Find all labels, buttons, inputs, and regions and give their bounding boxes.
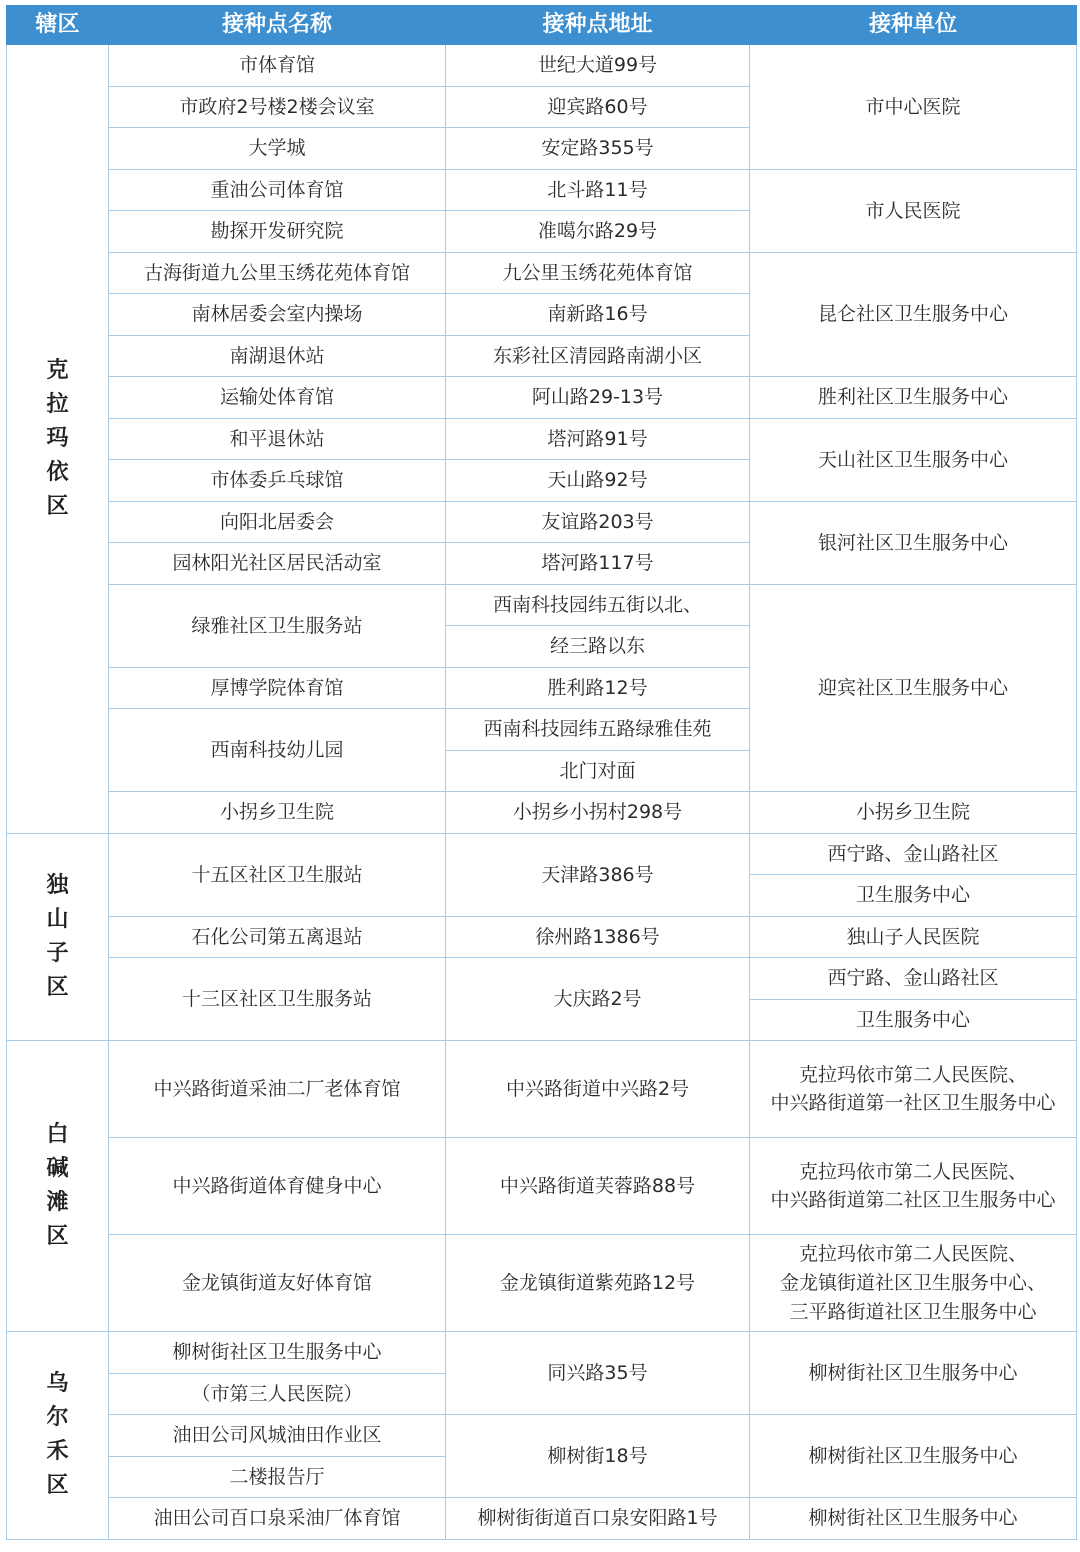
- site-name: 十三区社区卫生服务站: [109, 958, 446, 1041]
- table-row: [7, 1138, 1077, 1235]
- table-row: [7, 1415, 1077, 1457]
- site-name: 十五区社区卫生服站: [109, 833, 446, 916]
- site-name: 园林阳光社区居民活动室: [109, 543, 446, 585]
- site-name: （市第三人民医院）: [109, 1373, 446, 1415]
- site-address: 金龙镇街道紫苑路12号: [446, 1235, 750, 1332]
- vaccination-unit: 克拉玛依市第二人民医院、 中兴路街道第二社区卫生服务中心: [750, 1138, 1077, 1235]
- header-site-name: 接种点名称: [109, 6, 446, 45]
- vaccination-unit: 独山子人民医院: [750, 916, 1077, 958]
- district-cell: 白碱滩区: [7, 1041, 109, 1332]
- site-name: 大学城: [109, 128, 446, 170]
- site-name: 厚博学院体育馆: [109, 667, 446, 709]
- site-address: 胜利路12号: [446, 667, 750, 709]
- site-address: 大庆路2号: [446, 958, 750, 1041]
- site-address: 安定路355号: [446, 128, 750, 170]
- site-address: 柳树街18号: [446, 1415, 750, 1498]
- district-cell: 克拉玛依区: [7, 45, 109, 834]
- vaccination-unit: 小拐乡卫生院: [750, 792, 1077, 834]
- site-name: 市体育馆: [109, 45, 446, 87]
- site-name: 南湖退休站: [109, 335, 446, 377]
- site-address: 塔河路91号: [446, 418, 750, 460]
- header-row: [7, 6, 1077, 45]
- site-name: 金龙镇街道友好体育馆: [109, 1235, 446, 1332]
- table-row: [7, 1041, 1077, 1138]
- district-cell: 乌尔禾区: [7, 1332, 109, 1540]
- table-row: [7, 833, 1077, 875]
- vaccination-unit: 西宁路、金山路社区: [750, 833, 1077, 875]
- vaccination-unit: 银河社区卫生服务中心: [750, 501, 1077, 584]
- site-name: 油田公司百口泉采油厂体育馆: [109, 1498, 446, 1540]
- site-address: 中兴路街道芙蓉路88号: [446, 1138, 750, 1235]
- vaccination-unit: 柳树街社区卫生服务中心: [750, 1498, 1077, 1540]
- site-address: 九公里玉绣花苑体育馆: [446, 252, 750, 294]
- site-name: 西南科技幼儿园: [109, 709, 446, 792]
- site-name: 石化公司第五离退站: [109, 916, 446, 958]
- site-name: 勘探开发研究院: [109, 211, 446, 253]
- vaccination-unit: 昆仑社区卫生服务中心: [750, 252, 1077, 377]
- table-row: [7, 252, 1077, 294]
- table-row: [7, 1235, 1077, 1332]
- site-name: 古海街道九公里玉绣花苑体育馆: [109, 252, 446, 294]
- site-name: 运输处体育馆: [109, 377, 446, 419]
- table-row: [7, 501, 1077, 543]
- table-row: [7, 584, 1077, 626]
- table-row: [7, 916, 1077, 958]
- site-address: 西南科技园纬五路绿雅佳苑: [446, 709, 750, 751]
- site-address: 经三路以东: [446, 626, 750, 668]
- header-vaccination-unit: 接种单位: [750, 6, 1077, 45]
- header-site-address: 接种点地址: [446, 6, 750, 45]
- site-name: 重油公司体育馆: [109, 169, 446, 211]
- site-address: 徐州路1386号: [446, 916, 750, 958]
- site-address: 迎宾路60号: [446, 86, 750, 128]
- site-name: 和平退休站: [109, 418, 446, 460]
- vaccination-unit: 天山社区卫生服务中心: [750, 418, 1077, 501]
- site-name: 市体委乒乓球馆: [109, 460, 446, 502]
- site-name: 市政府2号楼2楼会议室: [109, 86, 446, 128]
- site-address: 南新路16号: [446, 294, 750, 336]
- vaccination-unit: 卫生服务中心: [750, 999, 1077, 1041]
- site-address: 塔河路117号: [446, 543, 750, 585]
- site-name: 柳树街社区卫生服务中心: [109, 1332, 446, 1374]
- site-name: 中兴路街道体育健身中心: [109, 1138, 446, 1235]
- site-name: 向阳北居委会: [109, 501, 446, 543]
- site-address: 西南科技园纬五街以北、: [446, 584, 750, 626]
- vaccination-unit: 市人民医院: [750, 169, 1077, 252]
- site-name: 二楼报告厅: [109, 1456, 446, 1498]
- vaccination-sites-table: [6, 5, 1077, 1540]
- vaccination-unit: 胜利社区卫生服务中心: [750, 377, 1077, 419]
- site-address: 友谊路203号: [446, 501, 750, 543]
- site-address: 东彩社区清园路南湖小区: [446, 335, 750, 377]
- site-address: 北门对面: [446, 750, 750, 792]
- header-district: 辖区: [7, 6, 109, 45]
- site-address: 同兴路35号: [446, 1332, 750, 1415]
- site-address: 世纪大道99号: [446, 45, 750, 87]
- table-row: [7, 958, 1077, 1000]
- site-name: 中兴路街道采油二厂老体育馆: [109, 1041, 446, 1138]
- site-address: 北斗路11号: [446, 169, 750, 211]
- site-address: 天山路92号: [446, 460, 750, 502]
- vaccination-unit: 柳树街社区卫生服务中心: [750, 1332, 1077, 1415]
- vaccination-unit: 西宁路、金山路社区: [750, 958, 1077, 1000]
- vaccination-unit: 柳树街社区卫生服务中心: [750, 1415, 1077, 1498]
- table-row: [7, 1498, 1077, 1540]
- vaccination-unit: 市中心医院: [750, 45, 1077, 170]
- site-address: 中兴路街道中兴路2号: [446, 1041, 750, 1138]
- site-address: 柳树街街道百口泉安阳路1号: [446, 1498, 750, 1540]
- vaccination-unit: 克拉玛依市第二人民医院、 中兴路街道第一社区卫生服务中心: [750, 1041, 1077, 1138]
- site-address: 天津路386号: [446, 833, 750, 916]
- table-row: [7, 418, 1077, 460]
- table-row: [7, 792, 1077, 834]
- table-row: [7, 377, 1077, 419]
- vaccination-unit: 迎宾社区卫生服务中心: [750, 584, 1077, 792]
- site-name: 油田公司风城油田作业区: [109, 1415, 446, 1457]
- site-name: 绿雅社区卫生服务站: [109, 584, 446, 667]
- table-row: [7, 1332, 1077, 1374]
- site-name: 南林居委会室内操场: [109, 294, 446, 336]
- district-cell: 独山子区: [7, 833, 109, 1041]
- table-row: [7, 169, 1077, 211]
- vaccination-unit: 克拉玛依市第二人民医院、 金龙镇街道社区卫生服务中心、 三平路街道社区卫生服务中心: [750, 1235, 1077, 1332]
- site-address: 阿山路29-13号: [446, 377, 750, 419]
- table-row: [7, 45, 1077, 87]
- site-address: 小拐乡小拐村298号: [446, 792, 750, 834]
- site-name: 小拐乡卫生院: [109, 792, 446, 834]
- vaccination-unit: 卫生服务中心: [750, 875, 1077, 917]
- site-address: 准噶尔路29号: [446, 211, 750, 253]
